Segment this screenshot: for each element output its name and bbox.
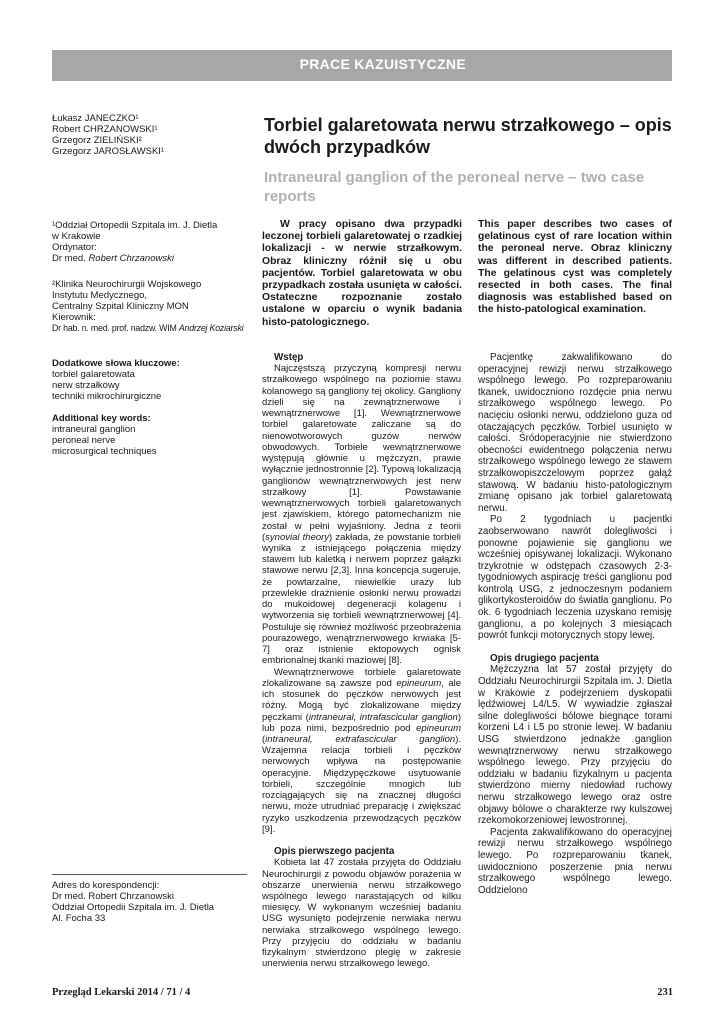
head-name: Andrzej Koziarski [178, 323, 244, 333]
abstract-en: This paper describes two cases of gelatinous cyst of rare location within the peroneal nerve. Obraz kliniczny was different in described patients. The gelatinous cyst was completely resected in both cases. The final diagnosis was established based on the histo-patological examination. [478, 219, 672, 316]
keywords-pl-heading: Dodatkowe słowa kluczowe: [52, 358, 180, 369]
body-column-2 [478, 352, 672, 896]
divider [52, 874, 247, 875]
keyword: torbiel galaretowata [52, 369, 135, 380]
address-line: Al. Focha 33 [52, 913, 106, 924]
body-column-1 [262, 352, 461, 970]
section-heading: Opis drugiego pacjenta [490, 652, 599, 664]
affiliation-line: Centralny Szpital Kliniczny MON [52, 301, 189, 312]
paragraph: Mężczyzna lat 57 został przyjęty do Oddziału Neurochirurgii Szpitala im. J. Dietla w Krakowie z podejrzeniem dyskopatii lędźwiowej L4/L5. W wywiadzie zgłaszał silne dolegliwości bólowe biegnące torami korzeni L4 i L5 po stronie lewej. W badaniu USG stwierdzono jednakże ganglion wewnątrznerwowy nerwu strzałkowego wspólnego lewego. Przy przyjęciu do oddziału w badaniu fizykalnym u pacjenta stwierdzono mierny niedowład ruchowy nerwu strzałkowego lewego oraz ostre objawy bólowe o charakterze rwy kulszowej rzekomokorzeniowej lewostronnej. [478, 664, 672, 827]
affiliation-head [52, 253, 247, 264]
author: Grzegorz ZIELIŃSKI² [52, 135, 142, 146]
paragraph: Kobieta lat 47 została przyjęta do Oddziału Neurochirurgii z powodu objawów porażenia w obszarze unerwienia nerwu strzałkowego wspólnego lewego narastających od kilku miesięcy. W wykonanym wcześniej badaniu USG wysunięto podejrzenie nerwiaka nerwu nerwiaka strzałkowego wspólnego lewego. Przy przyjęciu do oddziału w badaniu fizykalnym stwierdzono plegię w zakresie unerwienia nerwu strzałkowego lewego. [262, 857, 461, 970]
affiliation-head [52, 323, 252, 334]
affiliation-1 [52, 220, 247, 264]
head-title: Dr med. [52, 253, 89, 264]
section-heading: Wstęp [274, 352, 304, 363]
affiliation-line: w Krakowie [52, 231, 101, 242]
keywords-block [52, 358, 242, 457]
paragraph: Pacjentkę zakwalifikowano do operacyjnej rewizji nerwu strzałkowego wspólnego lewego. Po rozpreparowaniu tkanek, uwidoczniono rozdęcie pnia nerwu strzałkowego wspólnego lewego. Po nacięciu osłonki nerwu, oddzielono guza od otaczających pęczków. Torbiel usunięto w całości. Śródoperacyjnie nie stwierdzono obecności ewidentnego połączenia nerwu strzałkowego wspólnego lewego ze stawem strzałkowopiszczelowym poprzez gałąź stawową. W badaniu histo-patologicznym zmianę opisano jak torbiel galaretowatą nerwu. [478, 352, 672, 514]
abstract-pl: W pracy opisano dwa przypadki leczonej torbieli galaretowatej o rzadkiej lokalizacji - w nerwie strzałkowym. Obraz kliniczny różnił się u obu pacjentów. Torbiel galaretowata w obu przypadkach została usunięta w całości. Ostateczne rozpoznanie zostało ustalone w oparciu o wynik badania histo-patologicznego. [262, 219, 462, 328]
keyword: intraneural ganglion [52, 424, 136, 435]
section-label: PRACE KAZUISTYCZNE [299, 56, 466, 72]
affiliation-line: Instytutu Medycznego, [52, 290, 148, 301]
keyword: techniki mikrochirurgiczne [52, 391, 162, 402]
affiliation-line: Ordynator: [52, 242, 97, 253]
author: Łukasz JANECZKO¹ [52, 113, 139, 124]
correspondence-address [52, 880, 247, 924]
journal-footer: Przegląd Lekarski 2014 / 71 / 4 [52, 987, 191, 998]
address-line: Adres do korespondencji: [52, 880, 160, 891]
paragraph: Najczęstszą przyczyną kompresji nerwu strzałkowego wspólnego na poziomie stawu kolanowego są gangliony tej okolicy. Gangliony dzieli się na zewnątrznerwowe i wewnątrznerwowe [1]. Wewnątrznerwowe torbiel galaretowate zaliczane są do nienowotworowych guzów nerwów obwodowych. Torbiele wewnątrznerwowe występują głównie u mężczyzn, prawie wyłącznie jednostronnie [2]. Typową lokalizacją ganglionów wewnątrznerwowych jest nerw strzałkowy [1]. Powstawanie wewnątrznerwowych torbieli galaretowanych jest zjawiskiem, którego patomechanizm nie został w pełni wyjaśniony. Jedna z teorii (synovial theory) zakłada, że powstanie torbieli wynika z istniejącego połączenia między stawem lub kaletką i nerwem poprzez gałązki stawowe nerwu [2,3]. Inna koncepcja sugeruje, że powtarzalne, niewielkie urazy lub przewlekłe drażnienie osłonki nerwu prowadzi do mukoidowej degeneracji kolagenu i wytworzenia się torbieli wewnątrznerwowej [4]. Postuluje się również możliwość przeobrażenia pourazowego, wenątrznerwowego krwiaka [5-7] oraz istnienie ektopowych ognisk embrionalnej tkanki maziowej [8]. [262, 363, 461, 667]
affiliation-line: ²Klinika Neurochirurgii Wojskowego [52, 279, 202, 290]
author: Grzegorz JAROSŁAWSKI¹ [52, 146, 165, 157]
keyword: microsurgical techniques [52, 446, 157, 457]
article-subtitle: Intraneural ganglion of the peroneal nerve – two case reports [264, 169, 645, 205]
section-banner [52, 50, 672, 81]
affiliation-line: Kierownik: [52, 312, 96, 323]
affiliation-2 [52, 279, 252, 334]
author: Robert CHRZANOWSKI¹ [52, 124, 158, 135]
paragraph: Wewnątrznerwowe torbiele galaretowate zlokalizowane są zawsze pod epineurum, ale ich stosunek do pęczków nerwowych jest różny. Mogą być zlokalizowane między pęczkami (intraneural, intrafascicular ganglion) lub poza nimi, bezpośrednio pod epineurum (intraneural, extrafascicular ganglion). Wzajemna relacja torbieli i pęczków nerwowych wpływa na postępowanie operacyjne. Międzypęczkowe usytuowanie torbieli, szczególnie mnogich lub rozciągających się na znacznej długości nerwu, może utrudniać preparację i zwiększać ryzyko uszkodzenia przewodzących pęczków [9]. [262, 666, 461, 835]
keyword: nerw strzałkowy [52, 380, 120, 391]
paragraph: Pacjenta zakwalifikowano do operacyjnej rewizji nerwu strzałkowego wspólnego lewego. Po rozpreparowaniu tkanek, uwidoczniono poszerzenie pnia nerwu strzałkowego wspólnego lewego. Oddzielono [478, 826, 672, 896]
address-line: Oddział Ortopedii Szpitala im. J. Dietla [52, 902, 215, 913]
section-heading: Opis pierwszego pacjenta [274, 846, 395, 858]
address-line: Dr med. Robert Chrzanowski [52, 891, 174, 902]
keyword: peroneal nerve [52, 435, 116, 446]
author-list [52, 113, 242, 157]
page-number: 231 [657, 987, 673, 998]
paragraph: Po 2 tygodniach u pacjentki zaobserwowano nawrót dolegliwości i ponowne pojawienie się ganglionu we wcześniej opisywanej lokalizacji. Wykonano trzykrotnie w odstępach czasowych 2-3-tygodniowych aspirację treści ganglionu pod kontrolą USG, z jednoczesnym podaniem glikortykosteroidów do światła ganglionu. Po ok. 6 tygodniach leczenia uzyskano remisję ganglionu, a po kolejnych 3 miesiącach powrót funkcji motorycznych stopy lewej. [478, 514, 672, 642]
keywords-en-heading: Additional key words: [52, 413, 151, 424]
affiliation-line: ¹Oddział Ortopedii Szpitala im. J. Dietla [52, 220, 218, 231]
head-name: Robert Chrzanowski [88, 253, 174, 264]
head-title: Dr hab. n. med. prof. nadzw. WIM [52, 323, 179, 333]
article-title: Torbiel galaretowata nerwu strzałkowego – opis dwóch przypadków [264, 115, 672, 157]
